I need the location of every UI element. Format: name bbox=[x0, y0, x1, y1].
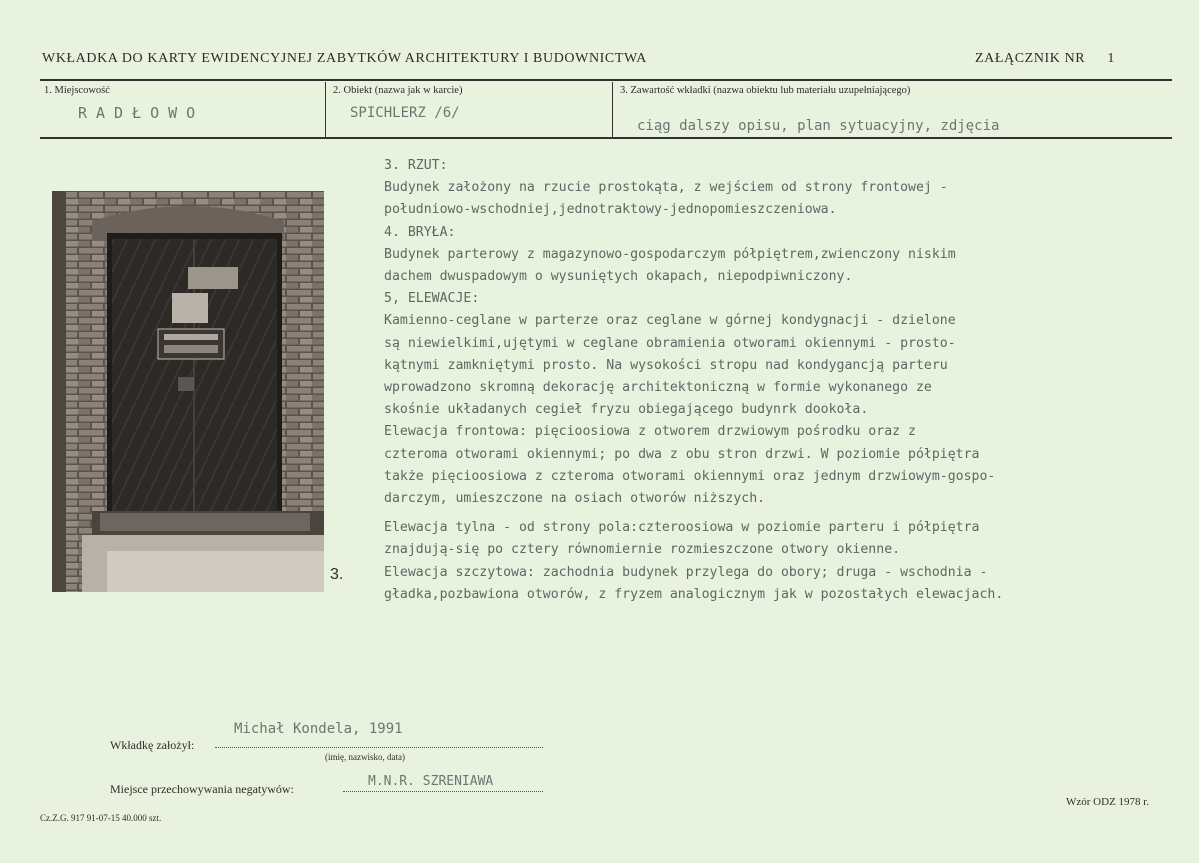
text-line: są niewielkimi,ujętymi w ceglane obramienia otworami okiennymi - prosto- bbox=[384, 335, 956, 351]
annex-number: 1 bbox=[1107, 51, 1115, 66]
text-line: wprowadzono skromną dekorację architektoniczną w formie wykonanego ze bbox=[384, 380, 932, 396]
text-line: Elewacja szczytowa: zachodnia budynek przylega do obory; druga - wschodnia - bbox=[384, 564, 988, 580]
annex-label bbox=[975, 51, 1115, 67]
paragraph-gap bbox=[384, 510, 1184, 517]
text-line: darczym, umieszczone na osiach otworów niższych. bbox=[384, 491, 766, 507]
form-model: Wzór ODZ 1978 r. bbox=[1066, 796, 1150, 808]
text-line: także pięcioosiowa z czteroma otworami okiennymi oraz jednym drzwiowym-gospo- bbox=[384, 468, 996, 484]
text-line: gładka,pozbawiona otworów, z fryzem analogicznym jak w pozostałych elewacjach. bbox=[384, 586, 1004, 602]
content-label: 3. Zawartość wkładki (nazwa obiektu lub materiału uzupełniającego) bbox=[620, 85, 911, 96]
negatives-label: Miejsce przechowywania negatywów: bbox=[110, 782, 294, 796]
door-photo-drawing bbox=[52, 191, 324, 592]
text-line: 4. BRYŁA: bbox=[384, 224, 456, 240]
text-line: czteroma otworami okiennymi; po dwa z obu stron drzwi. W poziomie półpiętra bbox=[384, 446, 980, 462]
annex-label-text: ZAŁĄCZNIK NR bbox=[975, 51, 1086, 66]
object-value: SPICHLERZ /6/ bbox=[350, 105, 460, 121]
form-title: WKŁADKA DO KARTY EWIDENCYJNEJ ZABYTKÓW ARCHITEKTURY I BUDOWNICTWA bbox=[42, 51, 647, 66]
text-line: skośnie układanych cegieł fryzu obiegającego budynrk dookoła. bbox=[384, 402, 869, 418]
author-value: Michał Kondela, 1991 bbox=[234, 721, 403, 737]
text-line: znajdują-się po cztery równomiernie rozmieszczone otwory okienne. bbox=[384, 542, 901, 558]
door-photo bbox=[52, 191, 324, 592]
fields-rule bbox=[40, 137, 1172, 139]
text-line: Kamienno-ceglane w parterze oraz ceglane w górnej kondygnacji - dzielone bbox=[384, 313, 956, 329]
text-line: 5, ELEWACJE: bbox=[384, 291, 480, 307]
photo-number: 3. bbox=[330, 566, 344, 583]
content-value: ciąg dalszy opisu, plan sytuacyjny, zdjęcia bbox=[637, 118, 1000, 134]
text-line: 3. RZUT: bbox=[384, 158, 448, 173]
header-rule bbox=[40, 79, 1172, 81]
text-line: dachem dwuspadowym o wysuniętych okapach, niepodpiwniczony. bbox=[384, 269, 853, 285]
print-info: Cz.Z.G. 917 91-07-15 40.000 szt. bbox=[40, 813, 162, 823]
text-line: Elewacja tylna - od strony pola:czteroosiowa w poziomie parteru i półpiętra bbox=[384, 520, 980, 536]
locality-label: 1. Miejscowość bbox=[44, 85, 110, 96]
text-line: południowo-wschodniej,jednotraktowy-jednopomieszczeniowa. bbox=[384, 202, 837, 218]
locality-value: RADŁOWO bbox=[78, 104, 205, 122]
object-label: 2. Obiekt (nazwa jak w karcie) bbox=[333, 85, 463, 96]
negatives-value: M.N.R. SZRENIAWA bbox=[368, 774, 494, 789]
negatives-dotted-line bbox=[343, 791, 543, 792]
description-text bbox=[384, 155, 1184, 606]
field-divider-2 bbox=[612, 82, 613, 138]
author-hint: (imię, nazwisko, data) bbox=[325, 752, 405, 762]
text-line: Budynek założony na rzucie prostokąta, z wejściem od strony frontowej - bbox=[384, 180, 948, 196]
field-divider-1 bbox=[325, 82, 326, 138]
author-label: Wkładkę założył: bbox=[110, 738, 195, 752]
text-line: Elewacja frontowa: pięcioosiowa z otworem drzwiowym pośrodku oraz z bbox=[384, 424, 916, 440]
text-line: Budynek parterowy z magazynowo-gospodarczym półpiętrem,zwienczony niskim bbox=[384, 246, 956, 262]
author-dotted-line bbox=[215, 747, 543, 748]
text-line: kątnymi zamkniętymi prosto. Na wysokości stropu nad kondygancją parteru bbox=[384, 357, 948, 373]
